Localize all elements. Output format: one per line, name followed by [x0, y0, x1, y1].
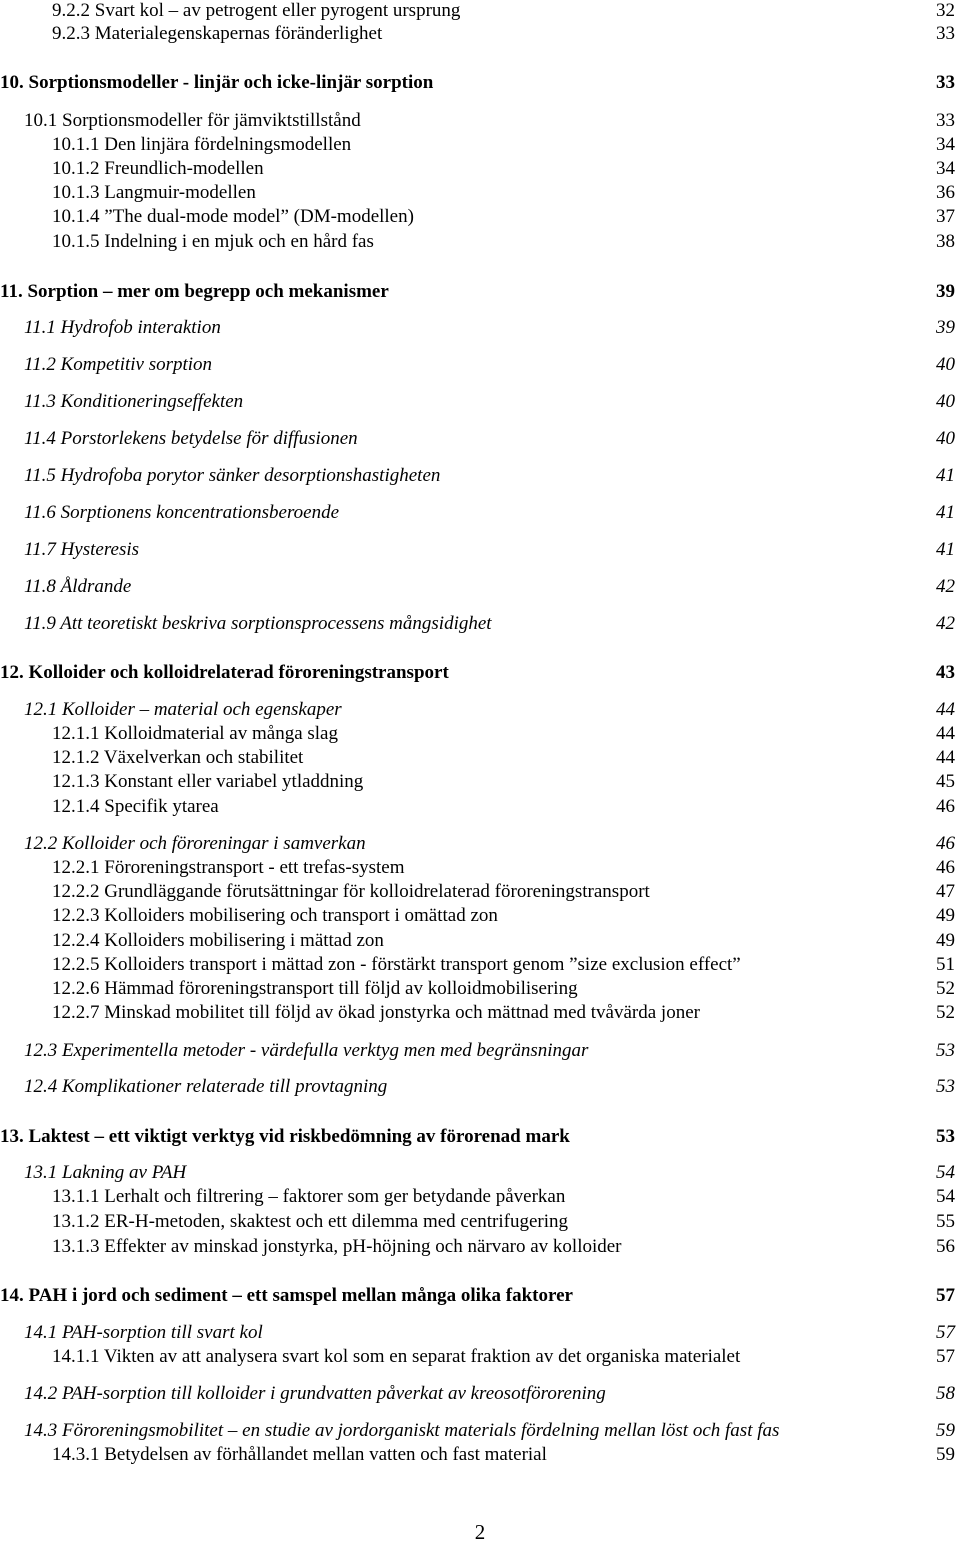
toc-entry[interactable]	[0, 206, 955, 228]
toc-entry-page: 34	[936, 134, 955, 155]
toc-entry-title: 14. PAH i jord och sediment – ett samspel mellan många olika faktorer	[0, 1285, 573, 1306]
toc-entry[interactable]	[0, 354, 955, 376]
toc-entry-page: 57	[936, 1285, 955, 1306]
toc-entry-title: 12.2.2 Grundläggande förutsättningar för kolloidrelaterad föroreningstransport	[52, 881, 650, 902]
toc-entry[interactable]	[0, 662, 955, 684]
toc-entry[interactable]	[0, 1285, 955, 1307]
toc-entry-title: 10.1.5 Indelning i en mjuk och en hård fas	[52, 231, 374, 252]
toc-entry-title: 10.1.1 Den linjära fördelningsmodellen	[52, 134, 352, 155]
toc-entry-page: 41	[936, 502, 955, 523]
toc-entry-page: 58	[936, 1383, 955, 1404]
toc-entry-title: 11. Sorption – mer om begrepp och mekanismer	[0, 281, 389, 302]
toc-entry-page: 44	[936, 723, 955, 744]
toc-entry-page: 44	[936, 699, 955, 720]
toc-entry-title: 12.1.1 Kolloidmaterial av många slag	[52, 723, 338, 744]
toc-entry-title: 11.2 Kompetitiv sorption	[24, 354, 213, 375]
toc-entry-title: 10.1.3 Langmuir-modellen	[52, 182, 256, 203]
toc-entry-page: 40	[936, 391, 955, 412]
toc-entry-title: 12. Kolloider och kolloidrelaterad föroreningstransport	[0, 662, 449, 683]
toc-entry-title: 11.4 Porstorlekens betydelse för diffusionen	[24, 428, 358, 449]
toc-entry-title: 12.2.1 Föroreningstransport - ett trefas-system	[52, 857, 405, 878]
toc-entry-title: 10.1.2 Freundlich-modellen	[52, 158, 264, 179]
toc-entry-title: 12.2.6 Hämmad föroreningstransport till följd av kolloidmobilisering	[52, 978, 578, 999]
toc-entry-title: 13.1.3 Effekter av minskad jonstyrka, pH-höjning och närvaro av kolloider	[52, 1236, 622, 1257]
toc-entry-page: 54	[936, 1186, 955, 1207]
toc-entry-title: 12.2.4 Kolloiders mobilisering i mättad zon	[52, 930, 384, 951]
toc-entry-title: 11.8 Åldrande	[24, 576, 132, 597]
toc-entry[interactable]	[0, 134, 955, 156]
toc-entry[interactable]	[0, 1346, 955, 1368]
toc-entry-title: 13.1.1 Lerhalt och filtrering – faktorer som ger betydande påverkan	[52, 1186, 566, 1207]
toc-entry-title: 12.1 Kolloider – material och egenskaper	[24, 699, 342, 720]
toc-entry[interactable]	[0, 796, 955, 818]
toc-entry[interactable]	[0, 747, 955, 769]
toc-entry-page: 55	[936, 1211, 955, 1232]
toc-entry-title: 14.3 Föroreningsmobilitet – en studie av jordorganiskt materials fördelning mellan löst och fast fas	[24, 1420, 780, 1441]
toc-entry-title: 11.1 Hydrofob interaktion	[24, 317, 221, 338]
toc-entry-page: 57	[936, 1346, 955, 1367]
toc-entry[interactable]	[0, 978, 955, 1000]
toc-entry-page: 33	[936, 72, 955, 93]
toc-entry-page: 54	[936, 1162, 955, 1183]
toc-entry-title: 12.3 Experimentella metoder - värdefulla verktyg men med begränsningar	[24, 1040, 589, 1061]
toc-entry-page: 57	[936, 1322, 955, 1343]
toc-entry-page: 46	[936, 833, 955, 854]
toc-entry-page: 42	[936, 613, 955, 634]
toc-entry[interactable]	[0, 1076, 955, 1098]
toc-entry[interactable]	[0, 391, 955, 413]
toc-entry[interactable]	[0, 72, 955, 94]
toc-entry-title: 14.1.1 Vikten av att analysera svart kol som en separat fraktion av det organiska materialet	[52, 1346, 741, 1367]
toc-entry-page: 42	[936, 576, 955, 597]
toc-entry-title: 9.2.2 Svart kol – av petrogent eller pyrogent ursprung	[52, 0, 461, 21]
toc-entry[interactable]	[0, 833, 955, 855]
toc-entry[interactable]	[0, 723, 955, 745]
toc-entry[interactable]	[0, 428, 955, 450]
toc-entry[interactable]	[0, 231, 955, 253]
toc-entry[interactable]	[0, 1420, 955, 1442]
toc-entry[interactable]	[0, 1211, 955, 1233]
toc-entry-title: 13.1 Lakning av PAH	[24, 1162, 187, 1183]
toc-entry-title: 14.1 PAH-sorption till svart kol	[24, 1322, 263, 1343]
toc-entry[interactable]	[0, 930, 955, 952]
toc-entry-page: 41	[936, 539, 955, 560]
toc-entry[interactable]	[0, 158, 955, 180]
toc-entry-title: 11.9 Att teoretiskt beskriva sorptionsprocessens mångsidighet	[24, 613, 492, 634]
toc-entry[interactable]	[0, 699, 955, 721]
toc-entry[interactable]	[0, 110, 955, 132]
toc-entry-title: 13. Laktest – ett viktigt verktyg vid riskbedömning av förorenad mark	[0, 1126, 570, 1147]
toc-entry[interactable]	[0, 0, 955, 22]
toc-entry[interactable]	[0, 1002, 955, 1024]
toc-entry-title: 12.4 Komplikationer relaterade till provtagning	[24, 1076, 388, 1097]
toc-entry-page: 33	[936, 23, 955, 44]
toc-entry-page: 36	[936, 182, 955, 203]
toc-entry-title: 12.2.5 Kolloiders transport i mättad zon - förstärkt transport genom ”size exclusion effect”	[52, 954, 741, 975]
toc-entry[interactable]	[0, 881, 955, 903]
toc-entry-page: 32	[936, 0, 955, 21]
toc-entry-title: 12.2 Kolloider och föroreningar i samverkan	[24, 833, 366, 854]
toc-entry[interactable]	[0, 771, 955, 793]
toc-entry-title: 11.7 Hysteresis	[24, 539, 140, 560]
toc-entry-page: 53	[936, 1076, 955, 1097]
toc-entry[interactable]	[0, 613, 955, 635]
toc-entry[interactable]	[0, 576, 955, 598]
toc-entry-title: 14.2 PAH-sorption till kolloider i grundvatten påverkat av kreosotförorening	[24, 1383, 606, 1404]
toc-entry-page: 53	[936, 1126, 955, 1147]
toc-entry[interactable]	[0, 1040, 955, 1062]
toc-entry[interactable]	[0, 1126, 955, 1148]
toc-entry-page: 45	[936, 771, 955, 792]
toc-entry[interactable]	[0, 465, 955, 487]
toc-entry-page: 38	[936, 231, 955, 252]
toc-entry[interactable]	[0, 1236, 955, 1258]
toc-entry-page: 44	[936, 747, 955, 768]
toc-entry-title: 10.1.4 ”The dual-mode model” (DM-modellen)	[52, 206, 414, 227]
toc-entry-title: 12.1.2 Växelverkan och stabilitet	[52, 747, 304, 768]
toc-entry[interactable]	[0, 1186, 955, 1208]
toc-entry-page: 37	[936, 206, 955, 227]
toc-entry-page: 49	[936, 905, 955, 926]
toc-entry-page: 51	[936, 954, 955, 975]
toc-entry-page: 41	[936, 465, 955, 486]
toc-entry-page: 47	[936, 881, 955, 902]
toc-entry[interactable]	[0, 954, 955, 976]
toc-entry-title: 11.6 Sorptionens koncentrationsberoende	[24, 502, 340, 523]
toc-entry-title: 12.1.3 Konstant eller variabel ytladdning	[52, 771, 364, 792]
toc-entry[interactable]	[0, 1162, 955, 1184]
toc-entry[interactable]	[0, 502, 955, 524]
toc-entry-title: 12.1.4 Specifik ytarea	[52, 796, 219, 817]
toc-entry[interactable]	[0, 857, 955, 879]
toc-entry[interactable]	[0, 182, 955, 204]
toc-entry-page: 40	[936, 428, 955, 449]
toc-entry-page: 33	[936, 110, 955, 131]
toc-entry-title: 11.5 Hydrofoba porytor sänker desorptionshastigheten	[24, 465, 441, 486]
toc-entry[interactable]	[0, 317, 955, 339]
toc-entry-page: 59	[936, 1420, 955, 1441]
toc-entry-page: 52	[936, 978, 955, 999]
toc-entry-title: 11.3 Konditioneringseffekten	[24, 391, 244, 412]
toc-entry-page: 34	[936, 158, 955, 179]
toc-entry-title: 9.2.3 Materialegenskapernas föränderlighet	[52, 23, 383, 44]
toc-entry[interactable]	[0, 1322, 955, 1344]
toc-entry-page: 39	[936, 281, 955, 302]
toc-entry-page: 52	[936, 1002, 955, 1023]
toc-entry-page: 59	[936, 1444, 955, 1465]
toc-entry-page: 40	[936, 354, 955, 375]
toc-entry-title: 10.1 Sorptionsmodeller för jämviktstillstånd	[24, 110, 361, 131]
toc-entry[interactable]	[0, 23, 955, 45]
toc-entry[interactable]	[0, 1444, 955, 1466]
toc-entry-page: 53	[936, 1040, 955, 1061]
toc-entry-title: 12.2.7 Minskad mobilitet till följd av ökad jonstyrka och mättnad med tvåvärda joner	[52, 1002, 700, 1023]
toc-entry-title: 10. Sorptionsmodeller - linjär och icke-linjär sorption	[0, 72, 434, 93]
toc-entry-title: 13.1.2 ER-H-metoden, skaktest och ett dilemma med centrifugering	[52, 1211, 569, 1232]
toc-entry[interactable]	[0, 1383, 955, 1405]
toc-entry[interactable]	[0, 281, 955, 303]
toc-entry-title: 14.3.1 Betydelsen av förhållandet mellan vatten och fast material	[52, 1444, 547, 1465]
toc-entry-page: 43	[936, 662, 955, 683]
toc-entry-page: 46	[936, 796, 955, 817]
toc-entry[interactable]	[0, 905, 955, 927]
toc-entry[interactable]	[0, 539, 955, 561]
page-number: 2	[474, 1520, 486, 1544]
toc-entry-page: 56	[936, 1236, 955, 1257]
toc-entry-page: 49	[936, 930, 955, 951]
toc-entry-title: 12.2.3 Kolloiders mobilisering och transport i omättad zon	[52, 905, 498, 926]
toc-entry-page: 46	[936, 857, 955, 878]
toc-entry-page: 39	[936, 317, 955, 338]
